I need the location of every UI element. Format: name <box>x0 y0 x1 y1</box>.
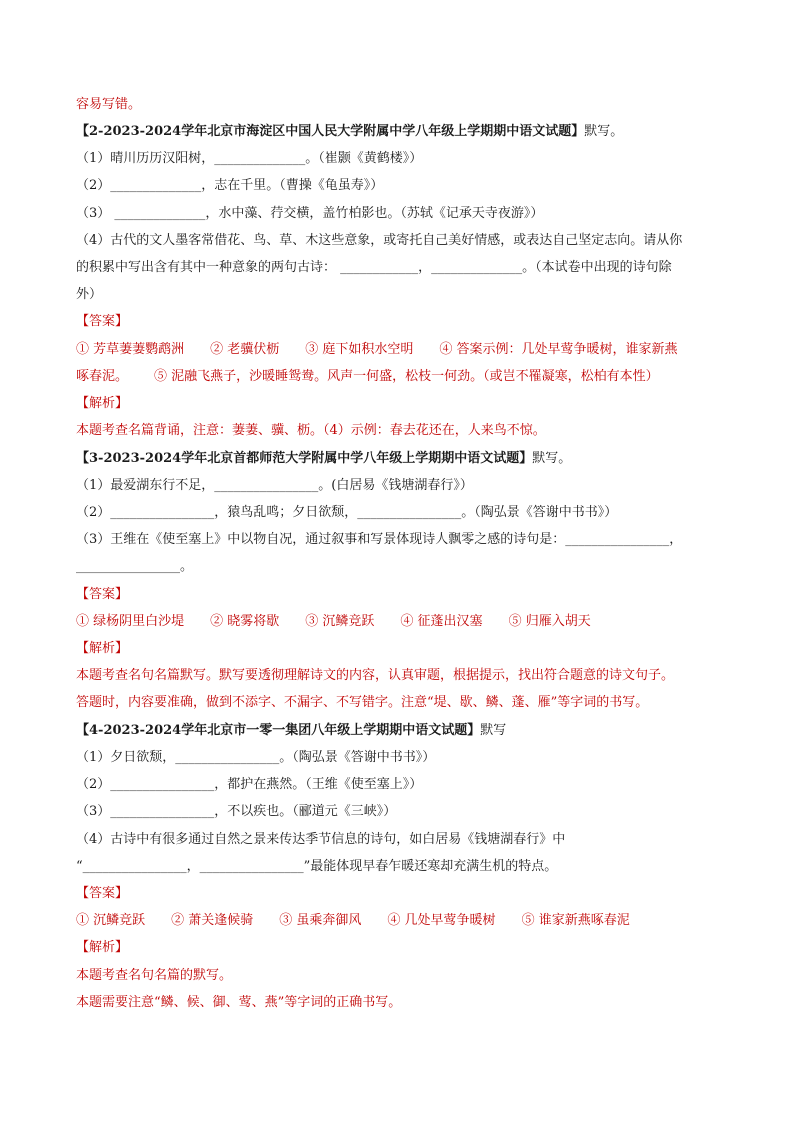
q2-answer-1: ① 芳草萋萋鹦鹉洲 <box>76 342 185 357</box>
q2-explanation: 本题考查名篇背诵，注意：萋萋、骥、枥。（4）示例：春去花还在，人来鸟不惊。 <box>76 423 546 438</box>
q3-answer-3: ③ 沉鳞竞跃 <box>305 614 375 629</box>
q3-title-tail: 默写。 <box>532 451 572 466</box>
q2-answer-label: 【答案】 <box>76 314 129 329</box>
q3-answer-label: 【答案】 <box>76 587 129 602</box>
q4-answer-4: ④ 几处早莺争暖树 <box>387 913 496 928</box>
q2-item-4-line2: 的积累中写出含有其中一种意象的两句古诗： ____________，______________。（本试卷中出现的诗句除 <box>76 260 672 275</box>
intro-text: 容易写错。 <box>76 97 142 112</box>
q3-answer-4: ④ 征蓬出汉塞 <box>400 614 483 629</box>
q3-title: 【3-2023-2024学年北京首都师范大学附属中学八年级上学期期中语文试题】 <box>76 451 533 466</box>
q4-answer-line <box>76 912 726 930</box>
q4-item-3: （3）________________，不以疾也。（郦道元《三峡》） <box>76 804 397 819</box>
q3-heading <box>76 450 726 468</box>
q2-explanation-label: 【解析】 <box>76 396 129 411</box>
q3-item-3-line2: ________________。 <box>76 559 194 574</box>
q4-title-tail: 默写 <box>480 723 507 738</box>
q4-answer-1: ① 沉鳞竞跃 <box>76 913 146 928</box>
q4-explanation-line2: 本题需要注意“鳞、候、御、莺、燕”等字词的正确书写。 <box>76 995 402 1010</box>
q4-title: 【4-2023-2024学年北京市一零一集团八年级上学期期中语文试题】 <box>76 723 481 738</box>
q3-item-1: （1）最爱湖东行不足，________________。(白居易《钱塘湖春行》） <box>76 478 473 493</box>
q4-item-4-line2: “________________，________________”最能体现早春乍暖还寒却充满生机的特点。 <box>76 859 558 874</box>
q2-item-4-line3: 外） <box>76 287 103 302</box>
q4-item-1: （1）夕日欲颓，________________。（陶弘景《答谢中书书》） <box>76 750 436 765</box>
q4-item-4-line1: （4）古诗中有很多通过自然之景来传达季节信息的诗句，如白居易《钱塘湖春行》中 <box>76 832 566 847</box>
q4-explanation-line1: 本题考查名句名篇的默写。 <box>76 968 233 983</box>
q2-item-2: （2）______________，志在千里。（曹操《龟虽寿》） <box>76 178 384 193</box>
q4-answer-5: ⑤ 谁家新燕啄春泥 <box>521 913 630 928</box>
q2-answer-line1 <box>76 341 726 359</box>
q4-answer-label: 【答案】 <box>76 886 129 901</box>
q2-answer-3: ③ 庭下如积水空明 <box>305 342 414 357</box>
q2-answer-5: ⑤ 泥融飞燕子，沙暖睡鸳鸯。风声一何盛，松枝一何劲。（或岂不罹凝寒，松柏有本性） <box>154 369 659 384</box>
q3-answer-line <box>76 613 726 631</box>
q2-item-1: （1）晴川历历汉阳树，______________。（崔颢《黄鹤楼》） <box>76 151 423 166</box>
q4-item-2: （2）________________，都护在燕然。（王维《使至塞上》） <box>76 777 423 792</box>
q2-heading <box>76 123 726 141</box>
q3-explanation-label: 【解析】 <box>76 641 129 656</box>
q2-answer-4: ④ 答案示例：几处早莺争暖树，谁家新燕 <box>439 342 678 357</box>
q4-answer-3: ③ 虽乘奔御风 <box>279 913 362 928</box>
q3-answer-5: ⑤ 归雁入胡天 <box>508 614 591 629</box>
q2-item-4-line1: （4）古代的文人墨客常借花、鸟、草、木这些意象，或寄托自己美好情感，或表达自己坚定志向。请从你 <box>76 233 683 248</box>
q2-title-tail: 默写。 <box>584 124 624 139</box>
q2-answer-4-cont: 啄春泥。 <box>76 369 129 384</box>
q3-explanation-line1: 本题考查名句名篇默写。默写要透彻理解诗文的内容，认真审题，根据提示，找出符合题意的诗文句子。 <box>76 668 675 683</box>
q2-title: 【2-2023-2024学年北京市海淀区中国人民大学附属中学八年级上学期期中语文试题】 <box>76 124 585 139</box>
q3-item-2: （2）________________，猿鸟乱鸣；夕日欲颓，________________。（陶弘景《答谢中书书》） <box>76 505 618 520</box>
q4-explanation-label: 【解析】 <box>76 940 129 955</box>
q2-item-3: （3） ______________，水中藻、荇交横，盖竹柏影也。（苏轼《记承天寺夜游》） <box>76 206 544 221</box>
q2-answer-2: ② 老骥伏枥 <box>210 342 280 357</box>
q3-answer-2: ② 晓雾将歇 <box>210 614 280 629</box>
q3-item-3-line1: （3）王维在《使至塞上》中以物自况，通过叙事和写景体现诗人飘零之感的诗句是：________________， <box>76 532 683 547</box>
q3-explanation-line2: 答题时，内容要准确，做到不添字、不漏字、不写错字。注意“堤、歇、鳞、蓬、雁”等字词的书写。 <box>76 695 649 710</box>
q4-heading <box>76 722 726 740</box>
q2-answer-line2 <box>76 368 726 386</box>
q3-answer-1: ① 绿杨阴里白沙堤 <box>76 614 185 629</box>
q4-answer-2: ② 萧关逢候骑 <box>171 913 254 928</box>
